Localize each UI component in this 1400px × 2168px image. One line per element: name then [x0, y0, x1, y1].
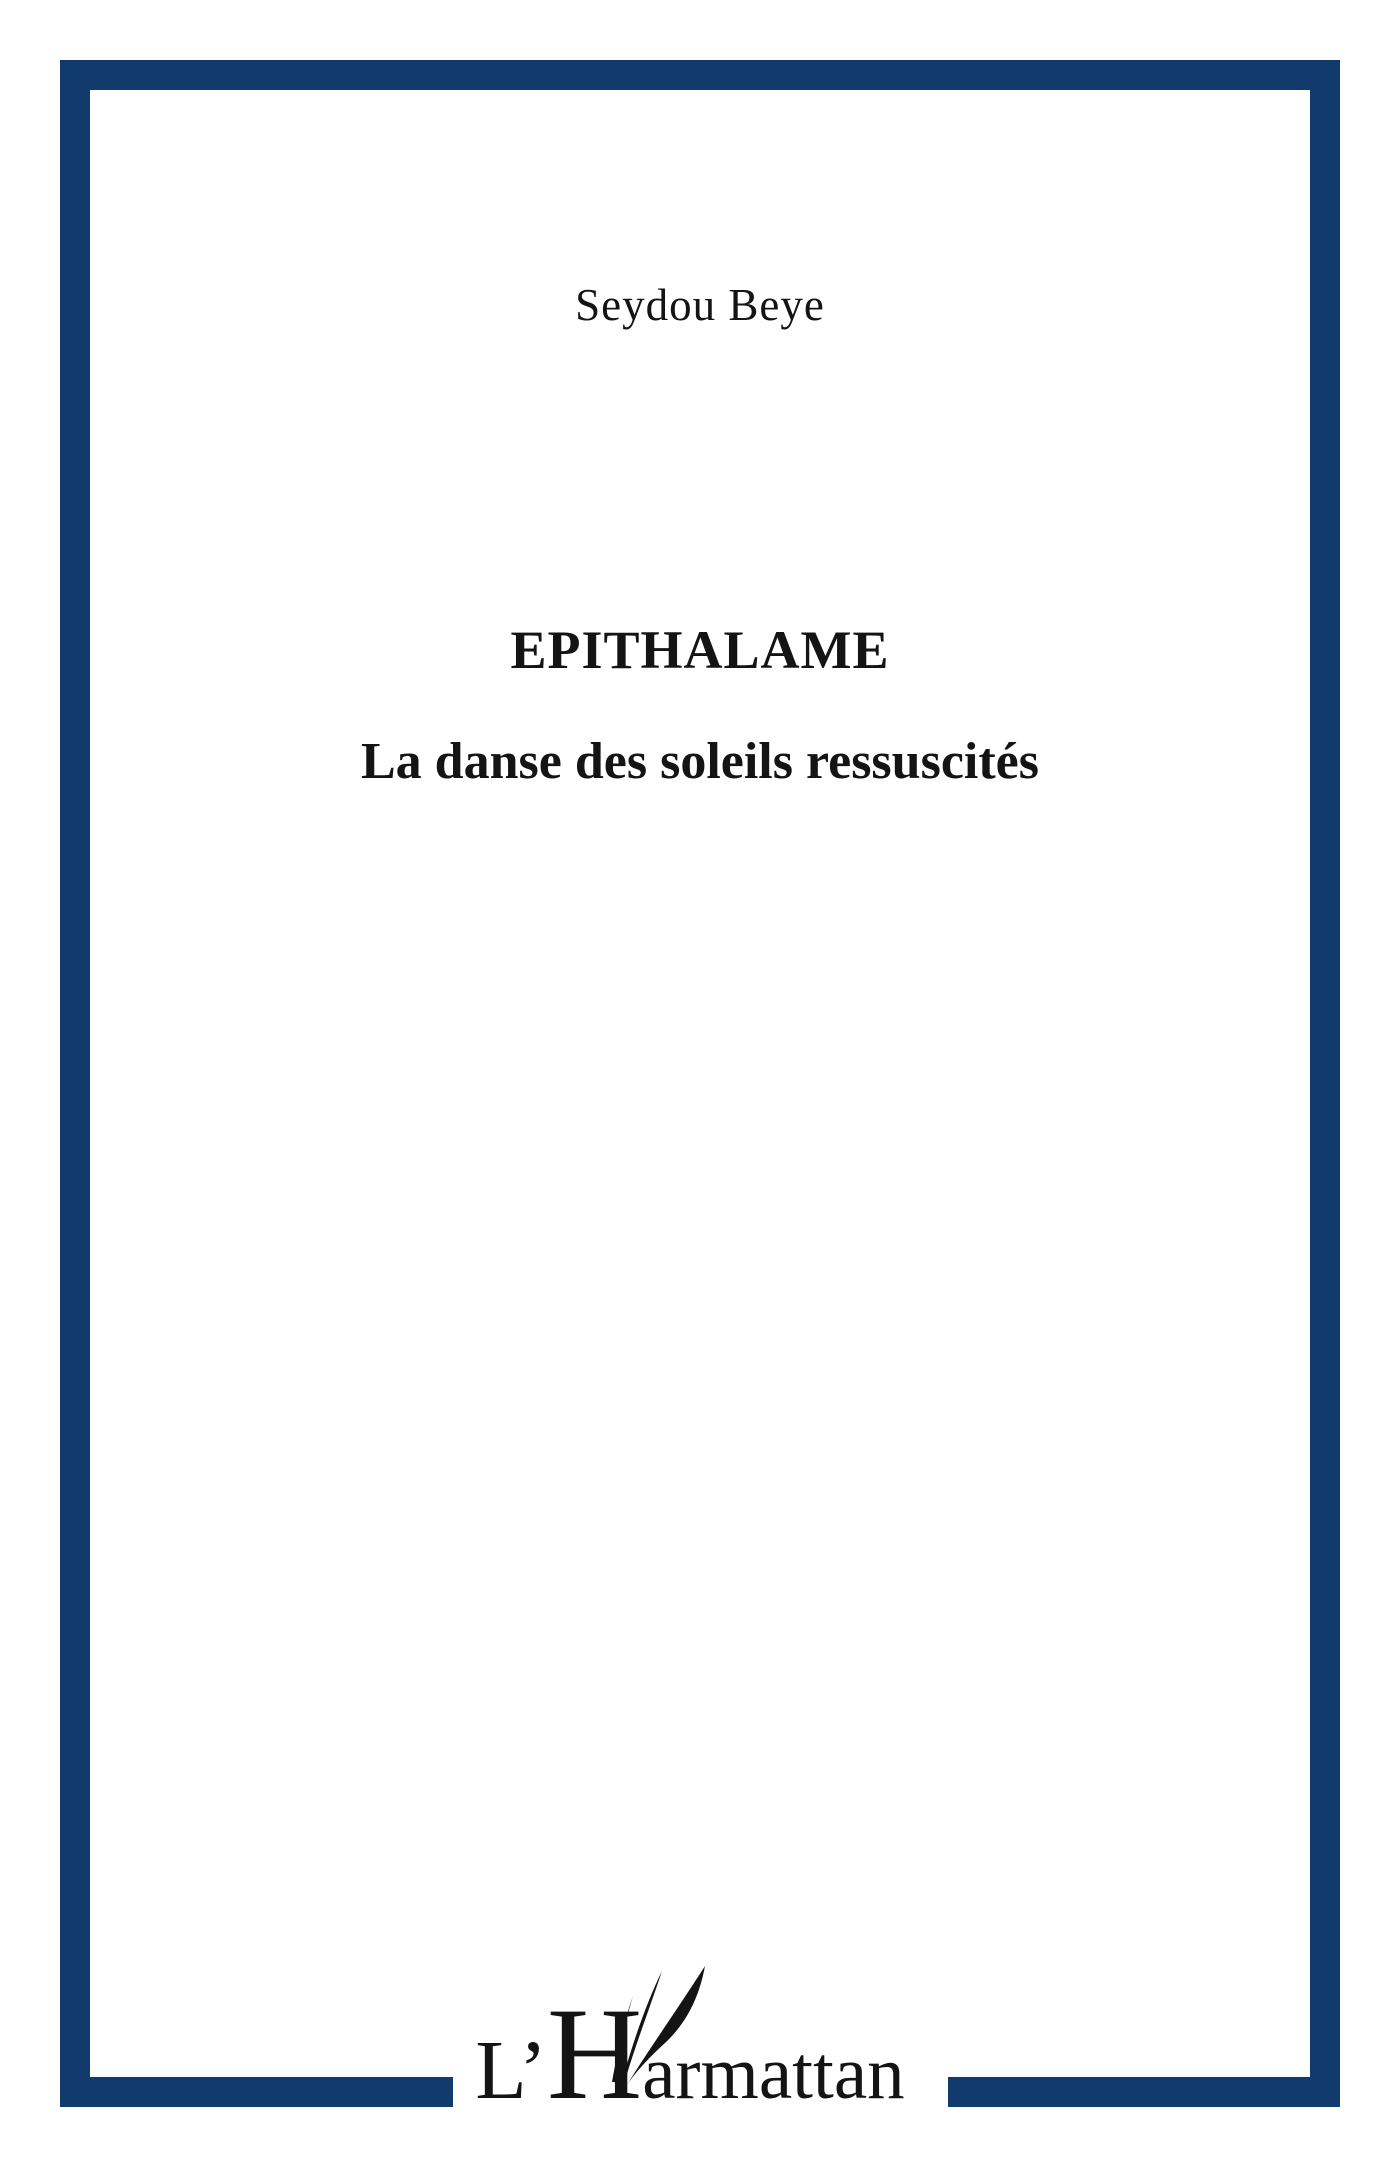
author-name: Seydou Beye	[575, 280, 825, 330]
publisher-logo-l: L’	[475, 2024, 547, 2117]
publisher-logo-rest: armattan	[642, 2032, 905, 2115]
bottom-border-bar-left	[60, 2077, 453, 2107]
book-subtitle: La danse des soleils ressuscités	[361, 733, 1039, 790]
book-title: EPITHALAME	[510, 620, 890, 680]
publisher-logo-h: H	[546, 1980, 643, 2127]
bottom-border-bar-right	[948, 2077, 1340, 2107]
feather-leaves-icon	[595, 1960, 715, 2090]
cover-frame-border	[60, 60, 1340, 2107]
